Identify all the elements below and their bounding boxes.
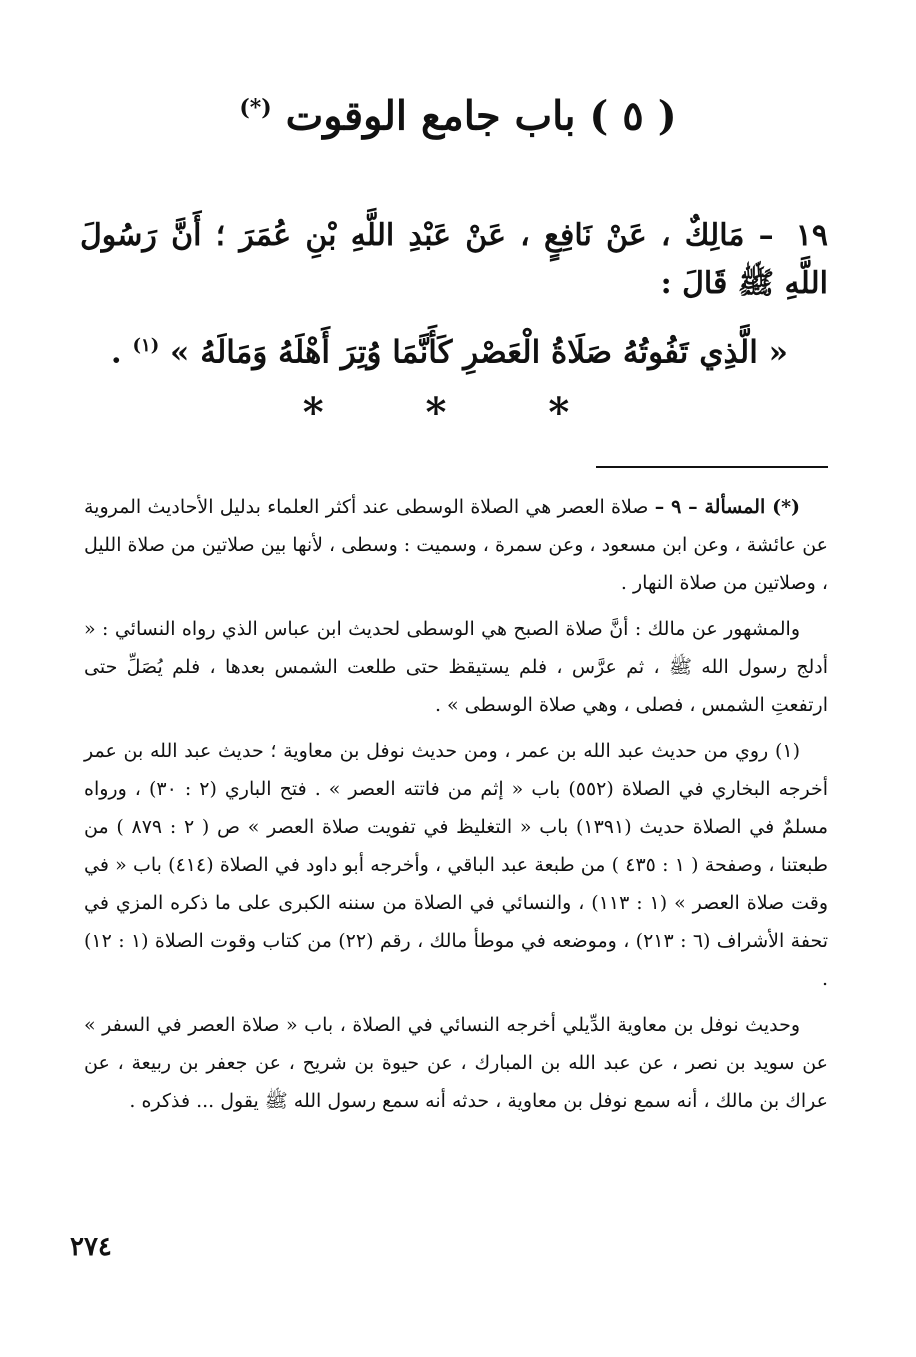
footnote-maliki-view: والمشهور عن مالك : أنَّ صلاة الصبح هي الوسطى لحديث ابن عباس الذي رواه النسائي : « أدلج رسول الله ﷺ ، ثم عرَّس ، فلم يستيقظ حتى طلعت الشمس بعدها ، فلم يُصَلِّ حتى ارتفعتِ الشمس ، فصلى ، وهي صلاة الوسطى » .	[84, 618, 828, 716]
hadith-isnad: – مَالِكٌ ، عَنْ نَافِعٍ ، عَنْ عَبْدِ اللَّهِ بْنِ عُمَرَ ؛ أَنَّ رَسُولَ اللَّهِ ﷺ قَالَ :	[80, 218, 828, 301]
hadith-block	[80, 212, 828, 376]
hadith-footnote-ref: (١)	[132, 335, 160, 356]
hadith-end-mark: .	[110, 334, 122, 371]
footnote-star-lead: (*) المسألة – ٩ –	[654, 496, 800, 518]
footnote-nawfal: وحديث نوفل بن معاوية الدِّيلي أخرجه النسائي في الصلاة ، باب « صلاة العصر في السفر » عن سويد بن نصر ، عن عبد الله بن المبارك ، عن حيوة بن شريح ، عن جعفر بن ربيعة ، عن عراك بن مالك ، أنه سمع نوفل بن معاوية ، حدثه أنه سمع رسول الله ﷺ يقول ... فذكره .	[84, 1014, 828, 1112]
footnote-star-text: صلاة العصر هي الصلاة الوسطى عند أكثر العلماء بدليل الأحاديث المروية عن عائشة ، وعن ابن مسعود ، وعن سمرة ، وسميت : وسطى ، لأنها بين صلاتين من صلاة الليل ، وصلاتين من صلاة النهار .	[84, 496, 828, 594]
footnote-one: (١) روي من حديث عبد الله بن عمر ، ومن حديث نوفل بن معاوية ؛ حديث عبد الله بن عمر أخرجه البخاري في الصلاة (٥٥٢) باب « إثم من فاتته العصر » . فتح الباري (٢ : ٣٠) ، ورواه مسلمٌ في الصلاة حديث (١٣٩١) باب « التغليظ في تفويت صلاة العصر » ص ( ٢ : ٨٧٩ ) من طبعتنا ، وصفحة ( ١ : ٤٣٥ ) من طبعة عبد الباقي ، وأخرجه أبو داود في الصلاة (٤١٤) باب « في وقت صلاة العصر » (١ : ١١٣) ، والنسائي في الصلاة من سننه الكبرى على ما ذكره المزي في تحفة الأشراف (٦ : ٢١٣) ، وموضعه في موطأ مالك ، رقم (٢٢) من كتاب وقوت الصلاة (١ : ١٢) .	[84, 740, 829, 990]
hadith-number: ١٩	[795, 218, 828, 253]
hadith-matn	[80, 322, 828, 376]
footnotes	[84, 488, 828, 1128]
chapter-title-text: ( ٥ ) باب جامع الوقوت	[285, 92, 677, 140]
footnote-star	[84, 488, 828, 602]
chapter-footnote-marker: (*)	[239, 95, 272, 121]
page-number: ٢٧٤	[70, 1232, 112, 1262]
footnote-divider	[596, 466, 828, 468]
section-separator: * * *	[302, 389, 614, 436]
chapter-title	[0, 78, 916, 146]
hadith-matn-text: « الَّذِي تَفُوتُهُ صَلَاةُ الْعَصْرِ كَأَنَّمَا وُتِرَ أَهْلَهُ وَمَالَهُ »	[170, 334, 788, 371]
